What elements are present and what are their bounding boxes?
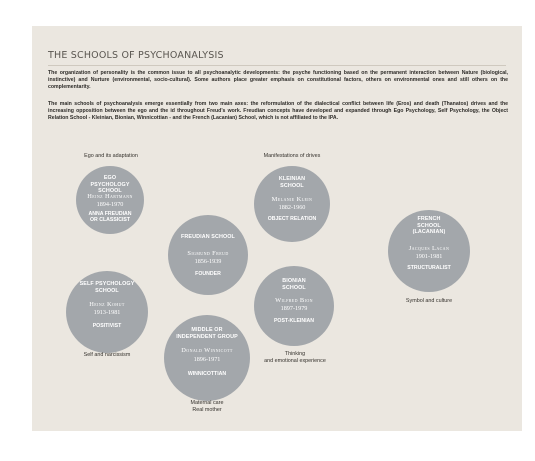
lacanian-role-line: STRUCTURALIST [407, 265, 451, 271]
kleinian-school-circle [254, 166, 330, 242]
lacanian-heading-line: SCHOOL [417, 222, 441, 229]
kleinian-heading-line: SCHOOL [280, 182, 304, 189]
bionian-school-circle [254, 266, 334, 346]
lacanian-heading-line: FRENCH [417, 216, 441, 222]
bionian-caption-line: and emotional experience [264, 357, 326, 364]
self-role-line: POSITIVIST [92, 323, 122, 329]
lacanian-school-circle [388, 210, 470, 292]
lacanian-heading-line: (LACANIAN) [412, 229, 446, 236]
self-heading-line: SELF PSYCHOLOGY [79, 281, 135, 287]
bionian-heading-line: BIONIAN [282, 278, 306, 284]
ego-heading-line: EGO [103, 175, 117, 181]
kleinian-caption: Manifestations of drives [263, 153, 321, 159]
lacanian-founder: Jacques Lacan [408, 245, 450, 252]
intro-paragraph: The organization of personality is the common issue to all psychoanalytic developments: the psyche functioning based on the permanent interaction between Nature (biological, instinctive) and Nurture (environmental, socio-cultural). Some authors place greater emphasis on constitutional factors, others on environmental ones and still others on the complementarity. [48, 70, 508, 90]
bionian-years: 1897-1979 [280, 305, 308, 312]
winnicottian-caption-line: Real mother [192, 406, 222, 413]
winnicottian-group-circle [164, 315, 250, 401]
ego-heading-line: PSYCHOLOGY SCHOOL [90, 181, 130, 195]
winnicottian-heading-line: MIDDLE OR [191, 327, 223, 333]
infographic-panel [32, 26, 522, 431]
kleinian-years: 1882-1960 [278, 204, 306, 211]
winnicottian-caption [164, 400, 250, 414]
freudian-school-circle [168, 215, 248, 295]
ego-caption: Ego and its adaptation [84, 153, 138, 159]
winnicottian-heading-line: INDEPENDENT GROUP [176, 333, 238, 340]
kleinian-heading-line: KLEINIAN [278, 176, 306, 182]
ego-psychology-school-circle [76, 166, 144, 234]
freudian-founder: Sigmund Freud [187, 250, 229, 257]
lacanian-caption: Symbol and culture [405, 298, 453, 304]
freudian-heading-line: FREUDIAN SCHOOL [181, 234, 235, 240]
freudian-role-line: FOUNDER [195, 271, 221, 277]
winnicottian-caption-line: Maternal care [190, 400, 224, 406]
winnicottian-years: 1896-1971 [193, 356, 221, 363]
ego-role-line: OR CLASSICIST [89, 217, 131, 224]
ego-role-line: ANNA FREUDIAN [88, 211, 132, 217]
lacanian-years: 1901-1981 [415, 253, 443, 260]
bionian-role-line: POST-KLEINIAN [273, 318, 315, 324]
self-years: 1913-1981 [93, 309, 121, 316]
winnicottian-founder: Donald Winnicott [181, 347, 233, 354]
self-heading-line: SCHOOL [95, 287, 119, 294]
kleinian-founder: Melanie Klein [271, 196, 313, 203]
ego-years: 1894-1970 [96, 201, 124, 208]
bionian-founder: Wilfred Bion [275, 297, 313, 304]
bionian-heading-line: SCHOOL [282, 284, 306, 291]
self-caption: Self and narcissism [83, 352, 131, 358]
kleinian-role-line: OBJECT RELATION [267, 216, 317, 222]
bionian-caption-line: Thinking [284, 351, 306, 357]
self-psychology-school-circle [66, 271, 148, 353]
winnicottian-role-line: WINNICOTTIAN [187, 371, 227, 377]
self-founder: Heinz Kohut [89, 301, 125, 308]
bionian-caption [250, 351, 340, 365]
freudian-years: 1856-1939 [194, 258, 222, 265]
ego-founder: Heinz Hartmann [87, 193, 133, 200]
title-divider [48, 65, 506, 66]
page-title: THE SCHOOLS OF PSYCHOANALYSIS [48, 50, 224, 61]
schools-paragraph: The main schools of psychoanalysis emerge essentially from two main axes: the reformulation of the dialectical conflict between life (Eros) and death (Thanatos) drives and the increasing opposition between the ego and the id throughout Freud's work. Freudian concepts have developed and expanded through Ego Psychology, Self Psychology, the Object Relation School - Kleinian, Bionian, Winnicottian - and the French (Lacanian) School, which is not affiliated to the IPA. [48, 101, 508, 121]
